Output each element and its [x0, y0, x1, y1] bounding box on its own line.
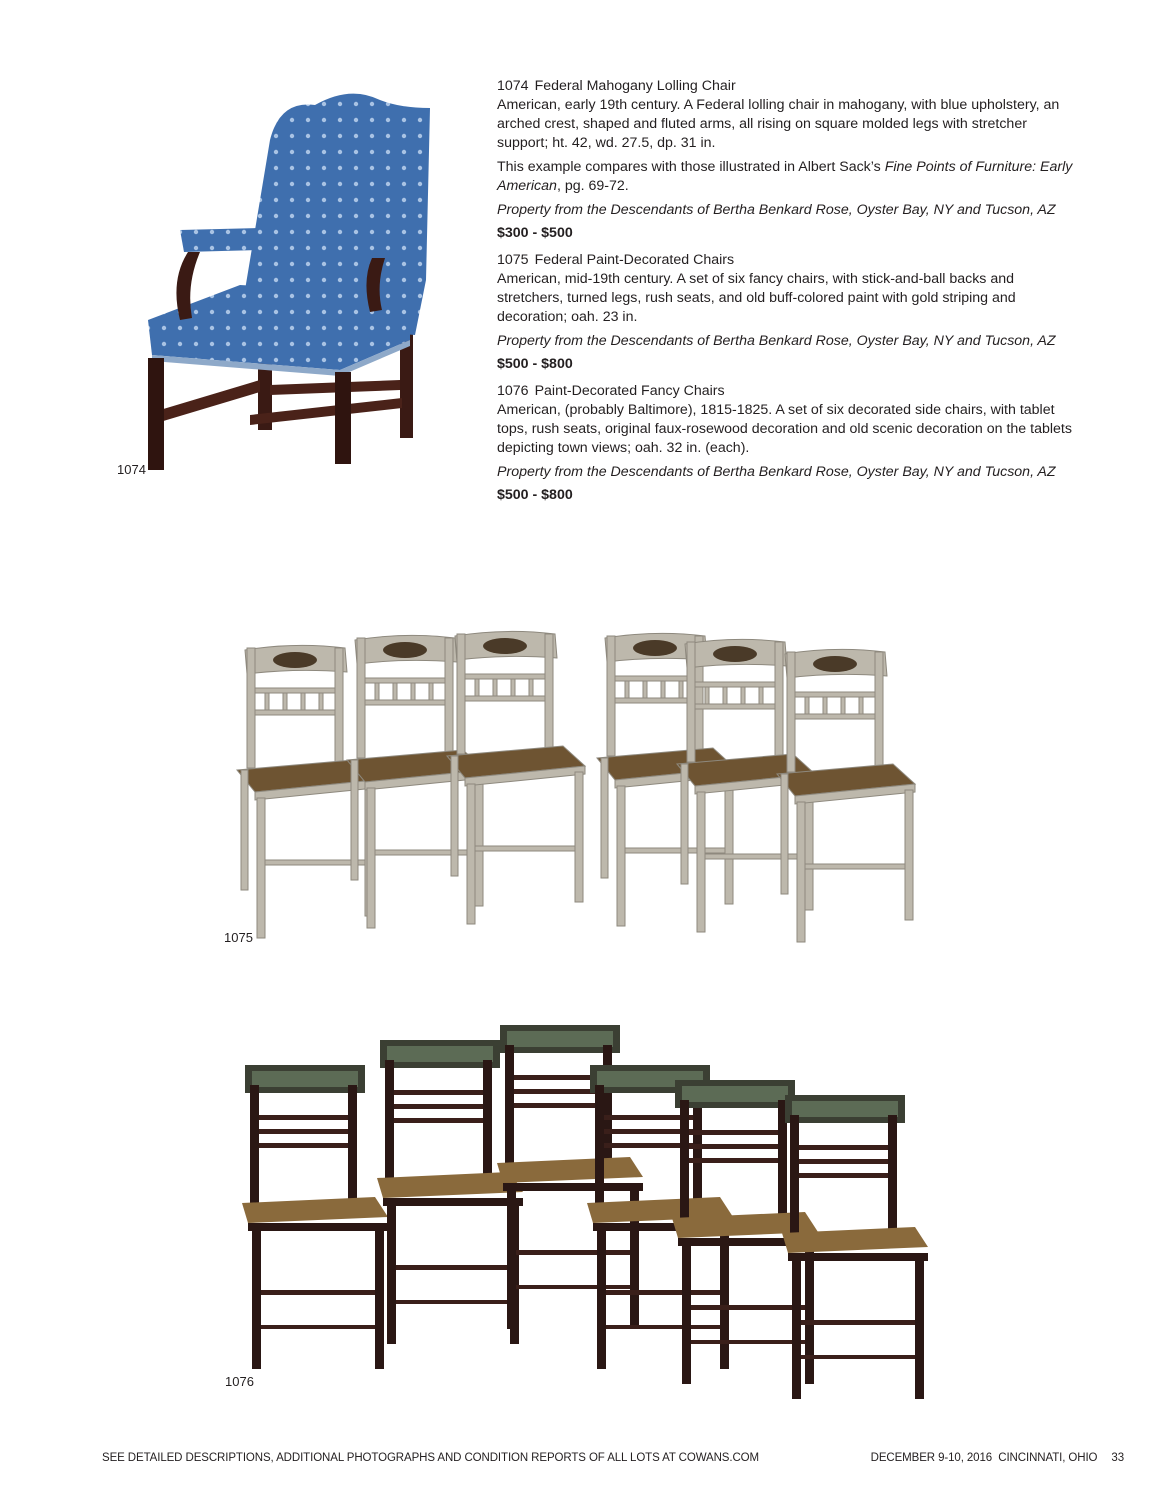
- figure-label-1074: 1074: [117, 462, 146, 477]
- figure-label-1075: 1075: [224, 930, 253, 945]
- lot-reference-note: [497, 158, 1077, 196]
- footer-website-note: SEE DETAILED DESCRIPTIONS, ADDITIONAL PHOTOGRAPHS AND CONDITION REPORTS OF ALL LOTS AT COWANS.COM: [102, 1452, 759, 1464]
- lot-estimate: $300 - $500: [497, 225, 573, 241]
- lot-name: Federal Mahogany Lolling Chair: [534, 78, 736, 94]
- lot-number: 1074: [497, 78, 529, 94]
- lot-description: American, early 19th century. A Federal lolling chair in mahogany, with blue upholstery, an arched crest, shaped and fluted arms, all rising on square molded legs with stretcher support; ht. 42, wd. 27.5, dp. 31 in.: [497, 97, 1060, 151]
- lot-1074: [497, 77, 1077, 243]
- page-number: 33: [1111, 1452, 1124, 1464]
- lot-1076: [497, 382, 1077, 505]
- footer-sale-info: [871, 1452, 1124, 1464]
- sale-date-location: DECEMBER 9-10, 2016 CINCINNATI, OHIO: [870, 1452, 1098, 1464]
- lot-provenance: Property from the Descendants of Bertha Benkard Rose, Oyster Bay, NY and Tucson, AZ: [497, 333, 1056, 349]
- lot-name: Federal Paint-Decorated Chairs: [534, 252, 735, 268]
- note-text: This example compares with those illustrated in Albert Sack’s: [497, 159, 885, 175]
- lot-title: [497, 251, 1077, 270]
- lot-name: Paint-Decorated Fancy Chairs: [534, 383, 725, 399]
- lot-title: [497, 382, 1077, 401]
- book-title: Fine Points of Furniture: Early American: [497, 159, 1073, 194]
- lot-estimate: $500 - $800: [497, 487, 573, 503]
- fancy-chairs-photo: [240, 1025, 960, 1400]
- lot-estimate: $500 - $800: [497, 356, 573, 372]
- lot-descriptions: [497, 77, 1077, 513]
- figure-label-1076: 1076: [225, 1374, 254, 1389]
- lot-number: 1076: [497, 383, 529, 399]
- lot-1075: [497, 251, 1077, 374]
- note-pages: , pg. 69-72.: [556, 178, 629, 194]
- lot-description: American, mid-19th century. A set of six fancy chairs, with stick-and-ball backs and stretchers, turned legs, rush seats, and old buff-colored paint with gold striping and decoration; oah. 23 in.: [497, 271, 1016, 325]
- lot-provenance: Property from the Descendants of Bertha Benkard Rose, Oyster Bay, NY and Tucson, AZ: [497, 464, 1056, 480]
- lot-number: 1075: [497, 252, 529, 268]
- lot-provenance: Property from the Descendants of Bertha Benkard Rose, Oyster Bay, NY and Tucson, AZ: [497, 202, 1056, 218]
- painted-chairs-photo: [235, 620, 965, 950]
- lot-title: [497, 77, 1077, 96]
- lot-description: American, (probably Baltimore), 1815-1825. A set of six decorated side chairs, with tablet tops, rush seats, original faux-rosewood decoration and old scenic decoration on the tablets depicting town views; oah. 32 in. (each).: [497, 402, 1072, 456]
- lolling-chair-photo: [140, 80, 440, 480]
